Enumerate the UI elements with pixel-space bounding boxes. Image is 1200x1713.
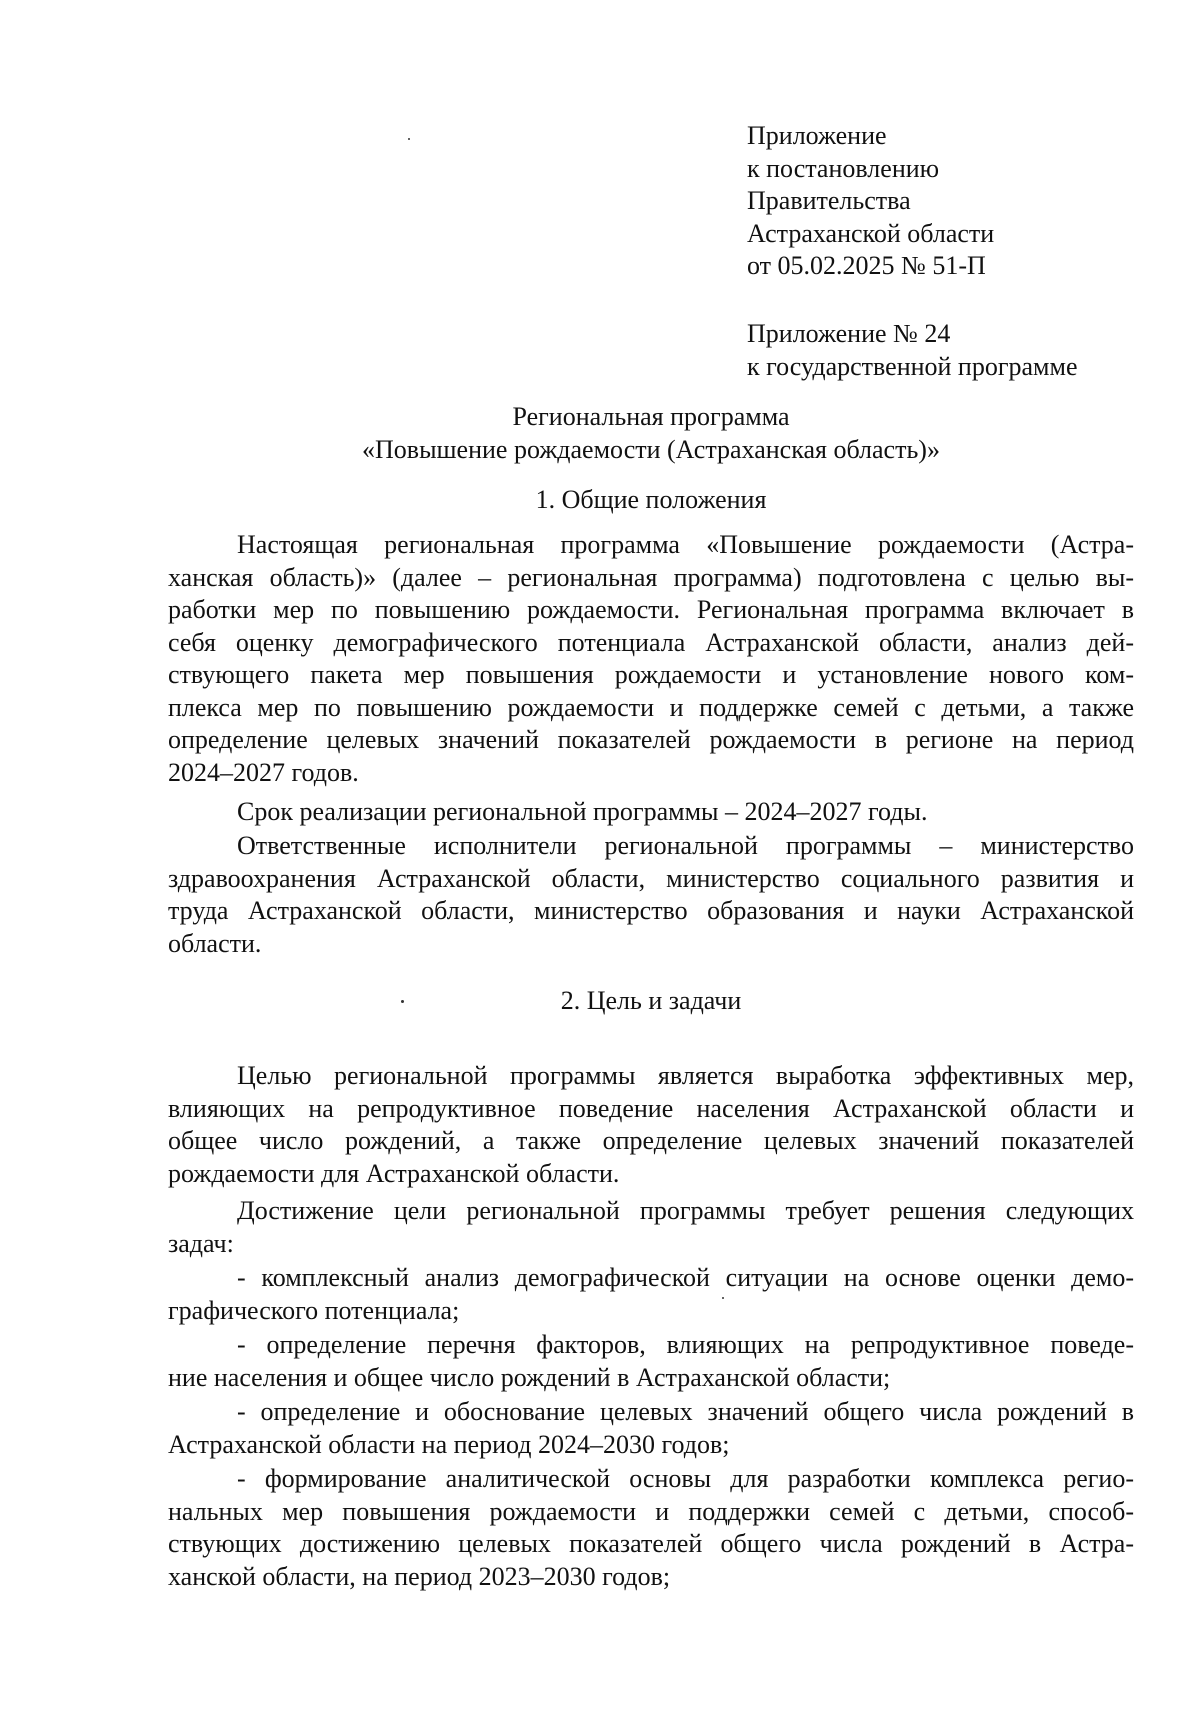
- text-line: плекса мер по повышению рождаемости и поддержке семей с детьми, а также: [168, 692, 1134, 722]
- appendix-program-line: к государственной программе: [747, 351, 1078, 381]
- text-line: ствующих достижению целевых показателей общего числа рождений в Астра-: [168, 1529, 1134, 1558]
- appendix-decree-line: Правительства: [747, 186, 911, 215]
- text-line: определение целевых значений показателей рождаемости в регионе на период: [168, 725, 1134, 754]
- section-1-paragraph-2: [168, 796, 1134, 829]
- section-1-paragraph-3: [168, 830, 1134, 960]
- section-1-heading: 1. Общие положения: [535, 485, 767, 514]
- text-line: Достижение цели региональной программы требует решения следующих: [237, 1196, 1134, 1225]
- section-2-heading: 2. Цель и задачи: [560, 986, 742, 1015]
- task-list-item-3: [168, 1396, 1134, 1461]
- task-list-item-1: [168, 1262, 1134, 1327]
- appendix-decree-reference: [747, 120, 994, 283]
- text-line: работки мер по повышению рождаемости. Региональная программа включает в: [168, 595, 1134, 624]
- text-line: общее число рождений, а также определение целевых значений показателей: [168, 1126, 1134, 1155]
- text-line: - определение перечня факторов, влияющих на репродуктивное поведе-: [237, 1330, 1134, 1359]
- section-2-paragraph-1: [168, 1060, 1134, 1190]
- text-line: рождаемости для Астраханской области.: [168, 1158, 620, 1188]
- text-line: труда Астраханской области, министерство образования и науки Астраханской: [168, 896, 1134, 925]
- text-line: здравоохранения Астраханской области, министерство социального развития и: [168, 863, 1134, 893]
- appendix-decree-line: к постановлению: [747, 153, 940, 183]
- text-line: нальных мер повышения рождаемости и поддержки семей с детьми, способ-: [168, 1496, 1134, 1526]
- section-1-paragraph-1: [168, 529, 1134, 789]
- document-title-line-2: «Повышение рождаемости (Астраханская область)»: [362, 435, 940, 464]
- text-line: Целью региональной программы является выработка эффективных мер,: [237, 1061, 1134, 1090]
- text-line: Настоящая региональная программа «Повышение рождаемости (Астра-: [237, 530, 1134, 559]
- text-line: графического потенциала;: [168, 1295, 460, 1325]
- text-line: Астраханской области на период 2024–2030 годов;: [168, 1429, 730, 1459]
- text-line: себя оценку демографического потенциала Астраханской области, анализ дей-: [168, 627, 1134, 657]
- text-line: задач:: [168, 1228, 234, 1258]
- text-line: Ответственные исполнители региональной программы – министерство: [237, 831, 1134, 860]
- appendix-decree-line: Астраханской области: [747, 218, 995, 248]
- text-line: - определение и обоснование целевых значений общего числа рождений в: [237, 1397, 1134, 1426]
- text-line: - формирование аналитической основы для разработки комплекса регио-: [237, 1464, 1134, 1493]
- text-line: - комплексный анализ демографической ситуации на основе оценки демо-: [237, 1263, 1134, 1292]
- text-line: ствующего пакета мер повышения рождаемости и установление нового ком-: [168, 660, 1134, 689]
- appendix-decree-line: Приложение: [747, 121, 887, 150]
- appendix-decree-line: от 05.02.2025 № 51-П: [747, 251, 986, 280]
- task-list-item-4: [168, 1463, 1134, 1593]
- scan-speck: [408, 138, 410, 140]
- text-line: ние населения и общее число рождений в Астраханской области;: [168, 1362, 891, 1392]
- text-line: влияющих на репродуктивное поведение населения Астраханской области и: [168, 1093, 1134, 1123]
- text-line: области.: [168, 928, 262, 958]
- task-list-item-2: [168, 1329, 1134, 1394]
- text-line: 2024–2027 годов.: [168, 757, 359, 787]
- appendix-program-line: Приложение № 24: [747, 319, 951, 348]
- appendix-program-reference: [747, 318, 1078, 383]
- section-2-paragraph-2: [168, 1195, 1134, 1260]
- document-title-line-1: Региональная программа: [512, 402, 790, 431]
- text-line: ханская область)» (далее – региональная программа) подготовлена с целью вы-: [168, 562, 1134, 592]
- text-line: ханской области, на период 2023–2030 годов;: [168, 1561, 671, 1591]
- text-line: Срок реализации региональной программы – 2024–2027 годы.: [237, 797, 928, 826]
